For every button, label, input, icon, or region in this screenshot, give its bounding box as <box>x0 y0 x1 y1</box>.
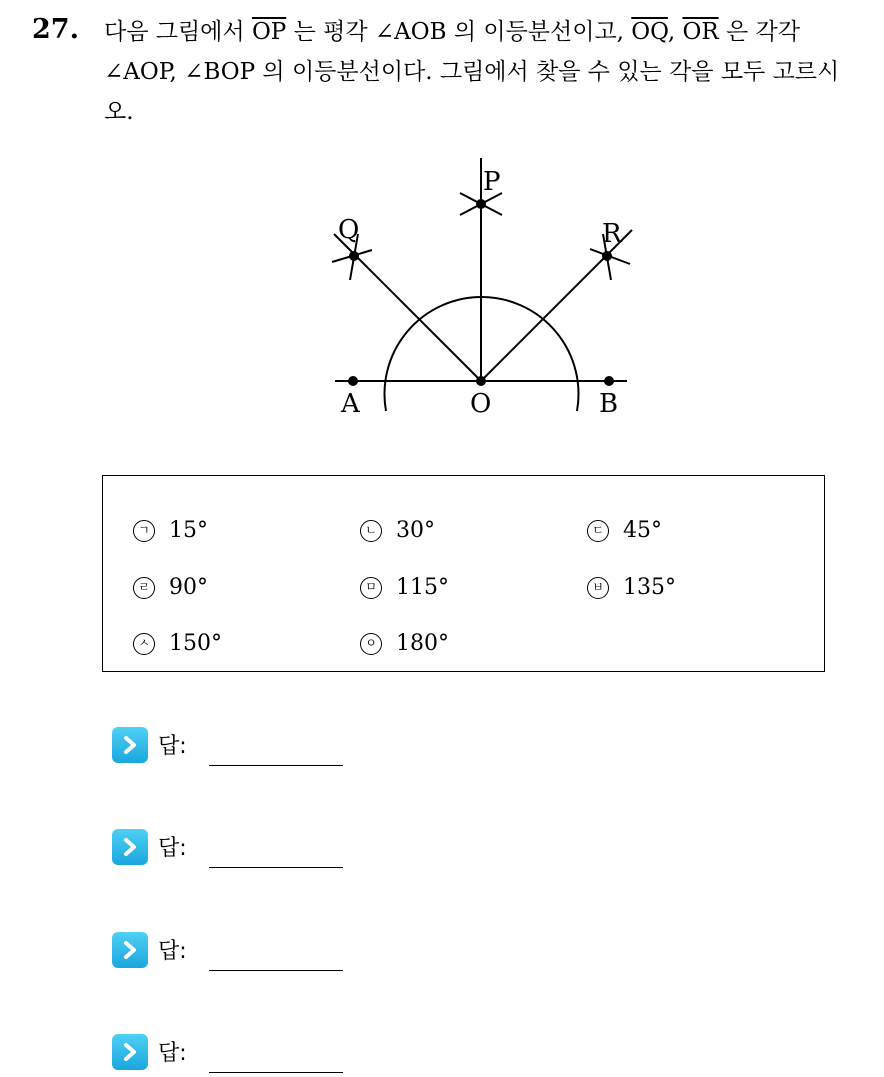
answer-row <box>112 932 343 971</box>
choice-item[interactable] <box>587 518 662 543</box>
chevron-right-icon <box>112 1034 148 1070</box>
choice-item[interactable] <box>360 518 435 543</box>
point-r <box>602 251 612 261</box>
point-p <box>476 199 486 209</box>
answer-label: 답: <box>158 1041 187 1066</box>
choice-item[interactable] <box>133 575 208 600</box>
choice-mark: ㄹ <box>133 577 155 599</box>
choice-mark: ㅇ <box>360 633 382 655</box>
choice-mark: ㄱ <box>133 520 155 542</box>
question-segment: 은 각각 ∠AOP, ∠BOP 의 이등분선이다. 그림에서 찾을 수 있는 각을 모두 고르시오. <box>104 19 840 125</box>
choice-item[interactable] <box>133 631 222 656</box>
choice-mark: ㅂ <box>587 577 609 599</box>
angle-bisector-figure <box>320 150 650 430</box>
answer-field[interactable] <box>209 727 343 766</box>
answer-field[interactable] <box>209 1034 343 1073</box>
choice-mark: ㅁ <box>360 577 382 599</box>
answer-row <box>112 829 343 868</box>
label-a: A <box>341 389 360 419</box>
question-segment: 다음 그림에서 <box>104 19 252 45</box>
choice-value: 115° <box>396 575 449 600</box>
answer-label: 답: <box>158 939 187 964</box>
point-q <box>349 251 359 261</box>
choice-mark: ㄴ <box>360 520 382 542</box>
choice-mark: ㄷ <box>587 520 609 542</box>
chevron-right-icon <box>112 932 148 968</box>
segment-op: $\overline{OP}$ <box>251 19 287 45</box>
question-segment: , <box>667 19 683 45</box>
answer-label: 답: <box>158 734 187 759</box>
point-b <box>604 376 614 386</box>
choice-item[interactable] <box>133 518 208 543</box>
question-segment: 는 평각 ∠AOB 의 이등분선이고, <box>286 19 632 45</box>
choice-item[interactable] <box>360 575 449 600</box>
point-o <box>476 376 486 386</box>
answer-row <box>112 1034 343 1073</box>
answer-row <box>112 727 343 766</box>
choice-value: 180° <box>396 631 449 656</box>
point-a <box>348 376 358 386</box>
choice-value: 90° <box>169 575 208 600</box>
choice-value: 15° <box>169 518 208 543</box>
label-b: B <box>599 389 619 419</box>
answer-field[interactable] <box>209 932 343 971</box>
segment-or: $\overline{OR}$ <box>682 19 719 45</box>
choice-value: 150° <box>169 631 222 656</box>
choice-value: 30° <box>396 518 435 543</box>
label-q: Q <box>338 215 360 245</box>
answer-label: 답: <box>158 836 187 861</box>
choices-box <box>102 475 825 672</box>
label-p: P <box>483 167 501 197</box>
choice-item[interactable] <box>587 575 676 600</box>
question-number: 27. <box>32 14 79 45</box>
chevron-right-icon <box>112 829 148 865</box>
choice-item[interactable] <box>360 631 449 656</box>
question-text <box>104 12 864 132</box>
chevron-right-icon <box>112 727 148 763</box>
choice-value: 135° <box>623 575 676 600</box>
answer-field[interactable] <box>209 829 343 868</box>
label-r: R <box>602 219 622 249</box>
choice-value: 45° <box>623 518 662 543</box>
choice-mark: ㅅ <box>133 633 155 655</box>
segment-oq: $\overline{OQ}$ <box>631 19 668 45</box>
label-o: O <box>470 389 492 419</box>
